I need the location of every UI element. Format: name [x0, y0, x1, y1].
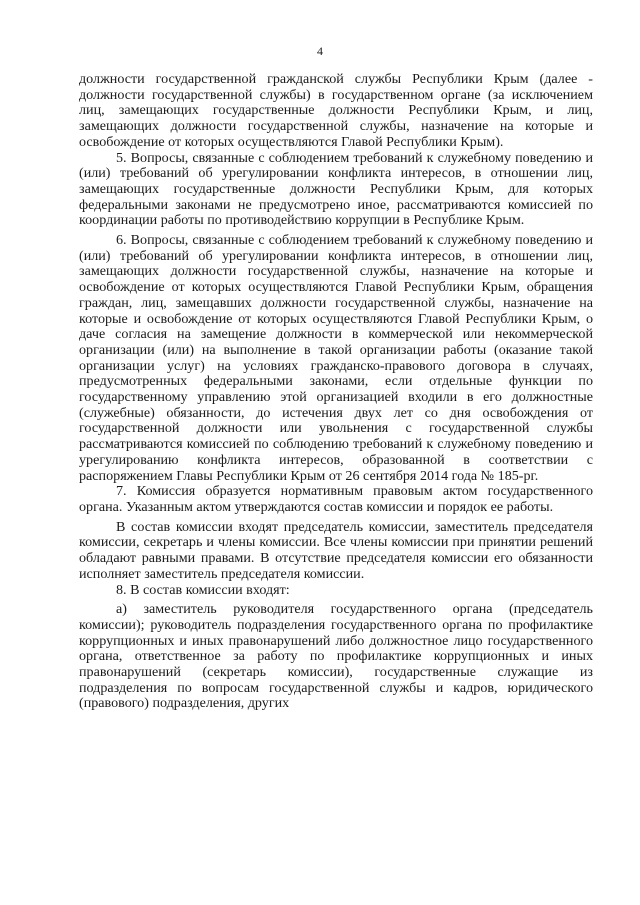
paragraph-5: 5. Вопросы, связанные с соблюдением требований к служебному поведению и (или) требований об урегулировании конфликта интересов, в отношении лиц, замещающих государственные должности Республики Крым, для которых федеральными законами не предусмотрено иное, рассматриваются комиссией по координации работы по противодействию коррупции в Республике Крым.	[79, 149, 593, 229]
paragraph-6: 6. Вопросы, связанные с соблюдением требований к служебному поведению и (или) требований об урегулировании конфликта интересов, в отношении лиц, замещающих должности государственной службы, назначение на которые и освобождение от которых осуществляются Главой Республики Крым, обращения граждан, лиц, замещавших должности государственной службы, назначение на которые и освобождение от которых осуществляются Главой Республики Крым, о даче согласия на замещение должности в коммерческой или некоммерческой организации (или) на выполнение в такой организации работы (оказание такой организации услуг) на условиях гражданско-правового договора в случаях, предусмотренных федеральными законами, если отдельные функции по государственному управлению этой организацией входили в его должностные (служебные) обязанности, до истечения двух лет со дня освобождения от государственной должности или увольнения с государственной службы рассматриваются комиссией по соблюдению требований к служебному поведению и урегулированию конфликта интересов, образованной в соответствии с распоряжением Главы Республики Крым от 26 сентября 2014 года № 185-рг.	[79, 232, 593, 484]
paragraph-8-a: а) заместитель руководителя государственного органа (председатель комиссии); руководитель подразделения государственного органа по профилактике коррупционных и иных правонарушений либо должностное лицо государственного органа, ответственное за работу по профилактике коррупционных и иных правонарушений (секретарь комиссии), государственные служащие из подразделения по вопросам государственной службы и кадров, юридического (правового) подразделения, других	[79, 601, 593, 712]
paragraph-7-composition: В состав комиссии входят председатель комиссии, заместитель председателя комиссии, секретарь и члены комиссии. Все члены комиссии при принятии решений обладают равными правами. В отсутствие председателя комиссии его обязанности исполняет заместитель председателя комиссии.	[79, 518, 593, 582]
document-body	[79, 72, 593, 712]
page-number: 4	[317, 44, 323, 58]
paragraph-7: 7. Комиссия образуется нормативным правовым актом государственного органа. Указанным актом утверждаются состав комиссии и порядок ее работы.	[79, 483, 593, 515]
paragraph-continuation: должности государственной гражданской службы Республики Крым (далее - должности государственной службы) в государственном органе (за исключением лиц, замещающих государственные должности Республики Крым, и лиц, замещающих должности государственной службы, назначение на которые и освобождение от которых осуществляются Главой Республики Крым).	[79, 71, 593, 150]
paragraph-8: 8. В состав комиссии входят:	[116, 581, 290, 598]
